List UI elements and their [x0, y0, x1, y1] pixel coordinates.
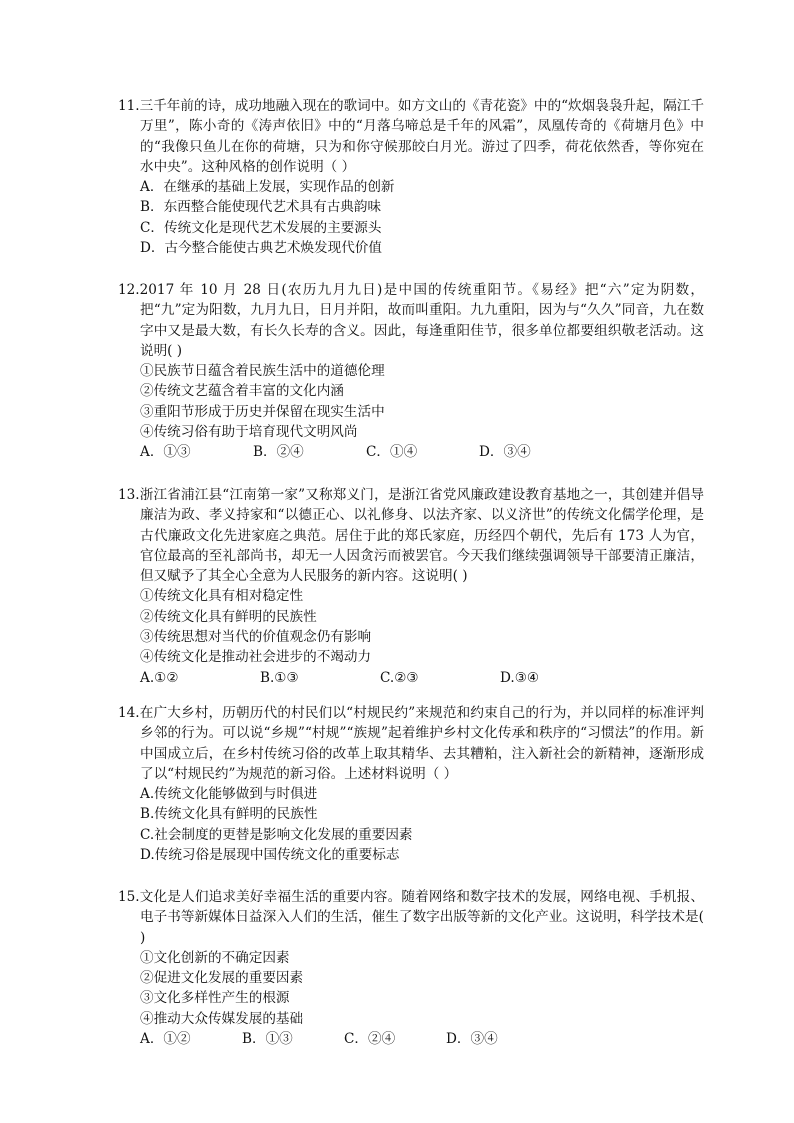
option-b: B．东西整合能使现代艺术具有古典韵味	[140, 199, 382, 216]
option-d: D．古今整合能使古典艺术焕发现代价值	[140, 240, 382, 257]
choice-c: C．②④	[344, 1031, 396, 1048]
statement-4: ④传统文化是推动社会进步的不竭动力	[140, 649, 372, 666]
question-15	[118, 887, 704, 1049]
choice-d: D．③④	[446, 1031, 498, 1048]
option-b: B.传统文化具有鲜明的民族性	[140, 806, 318, 823]
option-a: A.传统文化能够做到与时俱进	[140, 786, 318, 803]
statement-3: ③文化多样性产生的根源	[140, 990, 290, 1007]
answer-choices	[118, 442, 704, 462]
question-stem: 11.三千年前的诗，成功地融入现在的歌词中。如方文山的《青花瓷》中的“炊烟袅袅升起，隔江千万里”，陈小奇的《涛声依旧》中的“月落乌啼总是千年的风霜”，凤凰传奇的《荷塘月色》中的“我像只鱼儿在你的荷塘，只为和你守候那皎白月光。游过了四季，荷花依然香，等你宛在水中央”。这种风格的创作说明（ ）	[118, 98, 704, 175]
choice-c: C.②③	[380, 669, 419, 686]
statement-3: ③传统思想对当代的价值观念仍有影响	[140, 629, 372, 646]
statement-1: ①传统文化具有相对稳定性	[140, 588, 304, 605]
question-12	[118, 280, 704, 463]
option-a: A．在继承的基础上发展，实现作品的创新	[140, 179, 395, 196]
choice-a: A.①②	[140, 669, 179, 686]
choice-c: C．①④	[366, 444, 418, 461]
question-stem: 15.文化是人们追求美好幸福生活的重要内容。随着网络和数字技术的发展，网络电视、手机报、电子书等新媒体日益深入人们的生活，催生了数字出版等新的文化产业。这说明，科学技术是( )	[118, 889, 704, 946]
statement-1: ①民族节日蕴含着民族生活中的道德伦理	[140, 363, 385, 380]
question-14	[118, 703, 704, 865]
statement-2: ②传统文艺蕴含着丰富的文化内涵	[140, 383, 344, 400]
option-c: C．传统文化是现代艺术发展的主要源头	[140, 219, 382, 236]
question-stem: 14.在广大乡村，历朝历代的村民们以“村规民约”来规范和约束自己的行为，并以同样的标准评判乡邻的行为。可以说“乡规”“村规”“族规”起着维护乡村文化传承和秩序的“习惯法”的作用。新中国成立后，在乡村传统习俗的改革上取其精华、去其糟粕，注入新社会的新精神，逐渐形成了以“村规民约”为规范的新习俗。上述材料说明（ ）	[118, 705, 704, 782]
choice-a: A．①②	[140, 1031, 191, 1048]
choice-b: B．①③	[242, 1031, 293, 1048]
statement-2: ②促进文化发展的重要因素	[140, 970, 304, 987]
statement-1: ①文化创新的不确定因素	[140, 949, 290, 966]
statement-2: ②传统文化具有鲜明的民族性	[140, 608, 317, 625]
answer-choices	[118, 1029, 704, 1049]
question-stem: 13.浙江省浦江县“江南第一家”又称郑义门，是浙江省党风廉政建设教育基地之一，其创建并倡导廉洁为政、孝义持家和“以德正心、以礼修身、以法齐家、以义济世”的传统文化儒学伦理，是古代廉政文化先进家庭之典范。居住于此的郑氏家庭，历经四个朝代，先后有 173 人为官，官位最高的至礼部尚书，却无一人因贪污而被罢官。今天我们继续强调领导干部要清正廉洁，但又赋予了其全心全意为人民服务的新内容。这说明( )	[118, 487, 704, 585]
choice-d: D．③④	[479, 444, 531, 461]
option-d: D.传统习俗是展现中国传统文化的重要标志	[140, 847, 400, 864]
question-stem: 12.2017 年 10 月 28 日(农历九月九日)是中国的传统重阳节。《易经》把“六”定为阴数，把“九”定为阳数，九月九日，日月并阳，故而叫重阳。九九重阳，因为与“久久”同音，九在数字中又是最大数，有长久长寿的含义。因此，每逢重阳佳节，很多单位都要组织敬老活动。这说明( )	[118, 282, 704, 359]
statement-3: ③重阳节形成于历史并保留在现实生活中	[140, 403, 385, 420]
choice-b: B．②④	[253, 444, 304, 461]
choice-b: B.①③	[260, 669, 299, 686]
option-c: C.社会制度的更替是影响文化发展的重要因素	[140, 826, 413, 843]
answer-choices	[118, 668, 704, 688]
statement-4: ④传统习俗有助于培育现代文明风尚	[140, 424, 358, 441]
statement-4: ④推动大众传媒发展的基础	[140, 1010, 304, 1027]
question-11	[118, 96, 704, 258]
choice-a: A．①③	[140, 444, 191, 461]
choice-d: D.③④	[500, 669, 540, 686]
question-13	[118, 485, 704, 688]
